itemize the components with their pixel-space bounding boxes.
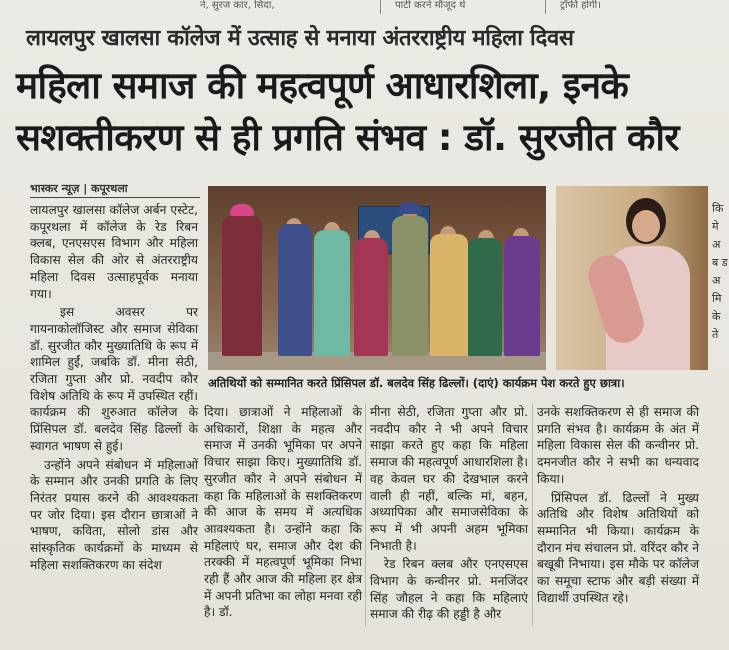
article-column-2 (204, 404, 362, 623)
article-column-1 (30, 202, 198, 575)
paragraph: उन्होंने अपने संबोधन में महिलाओं के सम्मान और उनकी प्रगति के लिए निरंतर प्रयास करने की आवश्यकता पर जोर दिया। इस दौरान छात्राओं ने भाषण, कविता, सोलो डांस और सांस्कृतिक कार्यक्रमों के माध्यम से महिला सशक्तिकरण का संदेश (30, 457, 198, 572)
top-strip-text-2: पाटी करने मौजूद थे (395, 0, 466, 11)
paragraph: लायलपुर खालसा कॉलेज अर्बन एस्टेट, कपूरथला में कॉलेज के रेड रिबन क्लब, एनएसएस विभाग और महिला विकास सेल की ओर से अंतरराष्ट्रीय महिला दिवस उत्साहपूर्वक मनाया गया। (30, 203, 198, 301)
paragraph: रेड रिबन क्लब और एनएसएस विभाग के कन्वीनर प्रो. मनजिंदर सिंह जौहल ने कहा कि महिलाएं समाज की रीढ़ की हड्डी है और (370, 557, 528, 622)
column-rule (545, 0, 546, 14)
byline-rule (30, 197, 200, 198)
person-figure (222, 216, 262, 356)
person-figure (504, 236, 540, 356)
paragraph: इस अवसर पर गायनाकोलॉजिस्ट और समाज सेविका डॉ. सुरजीत कौर मुख्यातिथि के रूप में शामिल हुईं, जबकि डॉ. मीना सेठी, रजिता गुप्ता और प्रो. नवदीप कौर विशेष अतिथि के रूप में उपस्थित रहीं। कार्यक्रम की शुरुआत कॉलेज के प्रिंसिपल डॉ. बलदेव सिंह ढिल्लों के स्वागत भाषण से हुई। (30, 305, 198, 453)
adjacent-article-edge: कि मे अ ब ड अ मि के ते (712, 202, 728, 341)
person-head (632, 210, 660, 242)
article-headline: महिला समाज की महत्वपूर्ण आधारशिला, इनके सशक्तीकरण से ही प्रगति संभव : डॉ. सुरजीत कौर (16, 64, 679, 159)
paragraph: प्रिंसिपल डॉ. ढिल्लों ने मुख्य अतिथि और विशेष अतिथियों को सम्मानित भी किया। कार्यक्रम के दौरान मंच संचालन प्रो. वरिंदर कौर ने बखूबी निभाया। इस मौके पर कॉलेज का समूचा स्टाफ और बड़ी संख्या में विद्यार्थी उपस्थित रहे। (537, 490, 699, 605)
top-strip (0, 0, 729, 14)
paragraph: उनके सशक्तिकरण से ही समाज की प्रगति संभव है। कार्यक्रम के अंत में महिला विकास सेल की कन्वीनर प्रो. दमनजीत कौर ने सभी का धन्यवाद किया। (537, 405, 699, 486)
article-column-3 (370, 404, 528, 625)
person-figure (430, 234, 468, 356)
student-photo (556, 186, 708, 370)
top-strip-text-3: ट्रॉफी होगी। (560, 0, 602, 11)
turban (230, 204, 254, 216)
person-figure (354, 238, 388, 356)
group-photo (208, 186, 546, 370)
person-figure (278, 224, 312, 356)
column-rule (365, 404, 366, 626)
turban (398, 202, 422, 214)
byline: भास्कर न्यूज़ | कपूरथला (30, 182, 128, 195)
article-kicker: लायलपुर खालसा कॉलेज में उत्साह से मनाया अंतरराष्ट्रीय महिला दिवस (26, 26, 574, 51)
column-rule (380, 0, 381, 14)
paragraph: दिया। छात्राओं ने महिलाओं के अधिकारों, शिक्षा के महत्व और समाज में उनकी भूमिका पर अपने विचार साझा किए। मुख्यातिथि डॉ. सुरजीत कौर ने अपने संबोधन में कहा कि महिलाओं के सशक्तिकरण की आज के समय में अत्यधिक आवश्यकता है। उन्होंने कहा कि महिलाएं घर, समाज और देश की तरक्की में महत्वपूर्ण भूमिका निभा रही हैं और आज की महिला हर क्षेत्र में अपनी प्रतिभा का लोहा मनवा रही है। डॉ. (204, 405, 362, 620)
person-figure (468, 238, 502, 356)
person-figure (314, 230, 350, 356)
person-figure (392, 216, 428, 356)
article-column-4 (537, 404, 699, 608)
paragraph: मीना सेठी, रजिता गुप्ता और प्रो. नवदीप कौर ने भी अपने विचार साझा करते हुए कहा कि महिला समाज की महत्वपूर्ण आधारशिला है। वह केवल घर की देखभाल करने वाली ही नहीं, बल्कि मां, बहन, अध्यापिका और समाजसेविका के रूप में भी अपनी अहम भूमिका निभाती है। (370, 405, 528, 553)
top-strip-text-1: ने, सुरज कार, सिदा, (200, 0, 275, 11)
column-rule (532, 404, 533, 626)
photo-caption: अतिथियों को सम्मानित करते प्रिंसिपल डॉ. बलदेव सिंह ढिल्लों। (दाएं) कार्यक्रम पेश करते हुए छात्रा। (208, 376, 625, 390)
